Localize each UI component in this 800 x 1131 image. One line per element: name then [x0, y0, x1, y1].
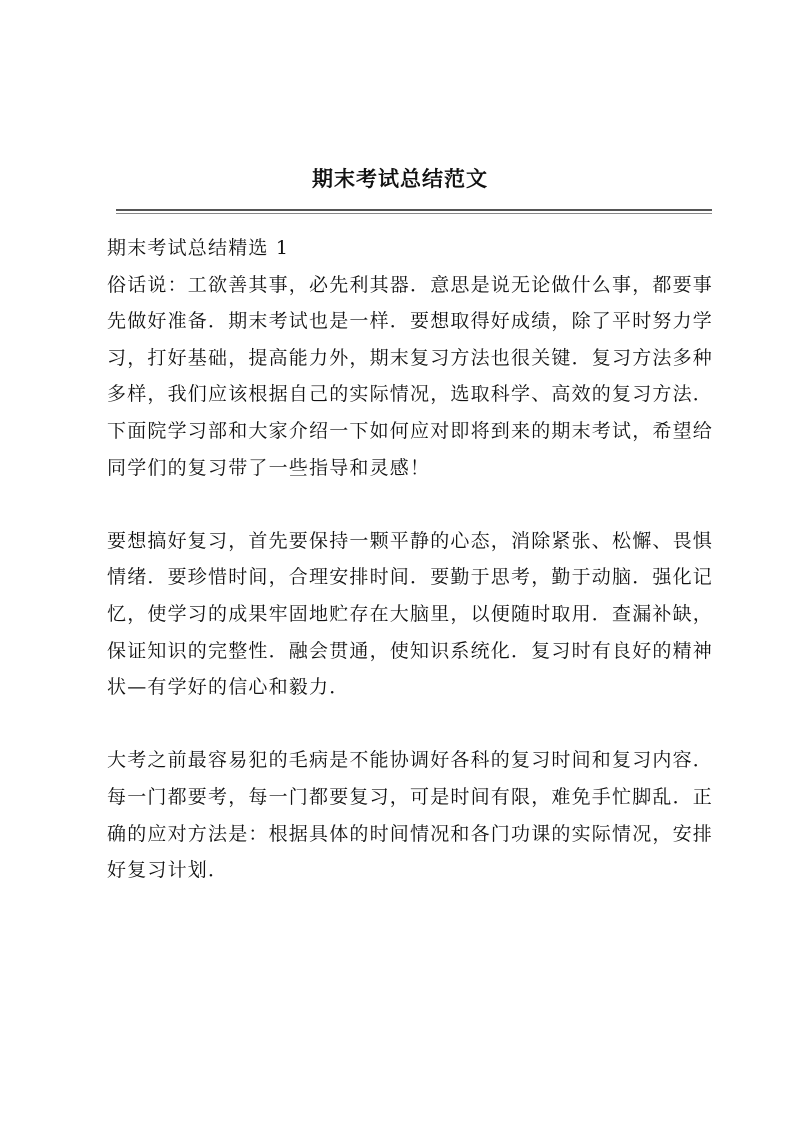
- title-divider: [116, 209, 712, 211]
- paragraph-intro: 俗话说：工欲善其事，必先利其器．意思是说无论做什么事，都要事先做好准备．期末考试也是一样．要想取得好成绩，除了平时努力学习，打好基础，提高能力外，期末复习方法也很关键．复习方法多种多样，我们应该根据自己的实际情况，选取科学、高效的复习方法．下面院学习部和大家介绍一下如何应对即将到来的期末考试，希望给同学们的复习带了一些指导和灵感！: [107, 273, 714, 479]
- paragraph-planning: 大考之前最容易犯的毛病是不能协调好各科的复习时间和复习内容．每一门都要考，每一门都要复习，可是时间有限，难免手忙脚乱．正确的应对方法是：根据具体的时间情况和各门功课的实际情况，安排好复习计划．: [107, 749, 714, 882]
- document-body: [107, 230, 719, 889]
- title-divider-thin: [116, 213, 712, 214]
- document-title: 期末考试总结范文: [312, 166, 488, 191]
- paragraph-mindset: 要想搞好复习，首先要保持一颗平静的心态，消除紧张、松懈、畏惧情绪．要珍惜时间，合理安排时间．要勤于思考，勤于动脑．强化记忆，使学习的成果牢固地贮存在大脑里，以便随时取用．查漏补缺，保证知识的完整性．融会贯通，使知识系统化．复习时有良好的精神状—有学好的信心和毅力．: [107, 529, 714, 699]
- section-heading: 期末考试总结精选 1: [107, 237, 290, 259]
